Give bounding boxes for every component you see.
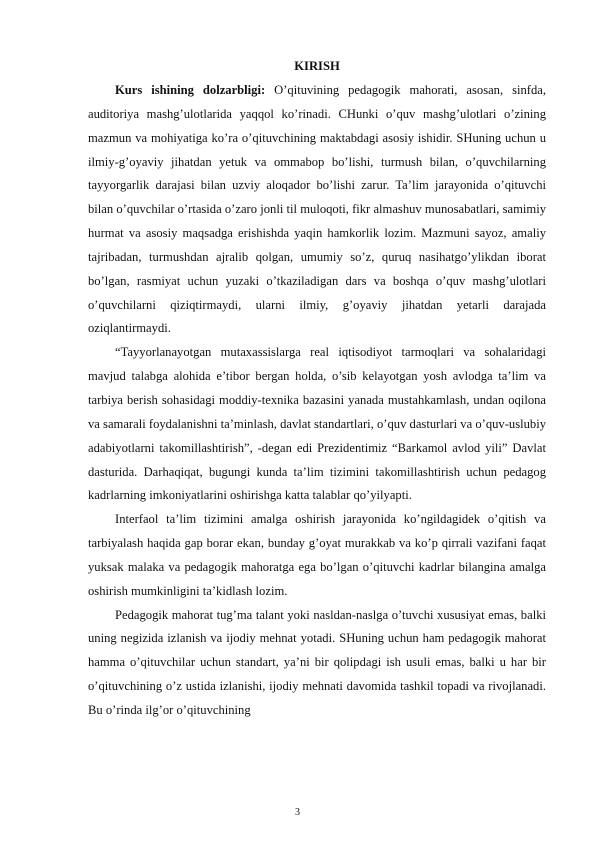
paragraph-interactive-education (88, 508, 546, 603)
paragraph-lead: Kurs ishining dolzarbligi: (115, 83, 266, 97)
paragraph-text: Pedagogik mahorat tug’ma talant yoki nasldan-naslga o’tuvchi xususiyat emas, balki uning negizida izlanish va ijodiy mehnat yotadi. SHuning uchun ham pedagogik mahorat hamma o’qituvchilar uchun standart, ya’ni bir qolipdagi ish usuli emas, balki u har bir o’qituvchining o’z ustida izlanishi, ijodiy mehnati davomida tashkil topadi va rivojlanadi. Bu o’rinda ilg’or o’qituvchining (88, 607, 546, 717)
document-page (88, 56, 546, 723)
paragraph-text: “Tayyorlanayotgan mutaxassislarga real iqtisodiyot tarmoqlari va sohalaridagi mavjud talabga alohida e’tibor bergan holda, o’sib kelayotgan yosh avlodga ta’lim va tarbiya berish sohasidagi moddiy-texnika bazasini yanada mustahkamlash, undan oqilona va samarali foydalanishni ta’minlash, davlat standartlari, o’quv dasturlari va o’quv-uslubiy adabiyotlarni takomillashtirish”, -degan edi Prezidentimiz “Barkamol avlod yili” Davlat dasturida. Darhaqiqat, bugungi kunda ta’lim tizimini takomillashtirish uchun pedagog kadrlarning imkoniyatlarini oshirishga katta talablar qo’yilyapti. (88, 345, 546, 503)
paragraph-pedagogical-mastery (88, 604, 546, 723)
paragraph-relevance (88, 79, 546, 341)
page-number: 3 (295, 807, 300, 818)
section-heading: KIRISH (294, 59, 340, 73)
paragraph-text: O’qituvining pedagogik mahorati, asosan, sinfda, auditoriya mashg’ulotlarida yaqqol ko’rinadi. CHunki o’quv mashg’ulotlari o’zining mazmun va mohiyatiga ko’ra o’qituvchining maktabdagi asosiy ishidir. SHuning uchun u ilmiy-g’oyaviy jihatdan yetuk va ommabop bo’lishi, turmush bilan, o’quvchilarning tayyorgarlik darajasi bilan uzviy aloqador bo’lishi zarur. Ta’lim jarayonida o’qituvchi bilan o’quvchilar o’rtasida o’zaro jonli til muloqoti, fikr almashuv munosabatlari, samimiy hurmat va asosiy maqsadga erishishda yaqin hamkorlik lozim. Mazmuni sayoz, amaliy tajribadan, turmushdan ajralib qolgan, umumiy so’z, quruq nasihatgo’ylikdan iborat bo’lgan, rasmiyat uchun yuzaki o’tkaziladigan dars va boshqa o’quv mashg’ulotlari o’quvchilarni qiziqtirmaydi, ularni ilmiy, g’oyaviy jihatdan yetarli darajada oziqlantirmaydi. (88, 83, 547, 336)
paragraph-text: Interfaol ta’lim tizimini amalga oshirish jarayonida ko’ngildagidek o’qitish va tarbiyalash haqida gap borar ekan, bunday g’oyat murakkab va ko’p qirrali vazifani faqat yuksak malaka va pedagogik mahoratga ega bo’lgan o’qituvchi kadrlar bilangina amalga oshirish mumkinligini ta’kidlash lozim. (88, 512, 546, 598)
paragraph-quote (88, 341, 546, 508)
